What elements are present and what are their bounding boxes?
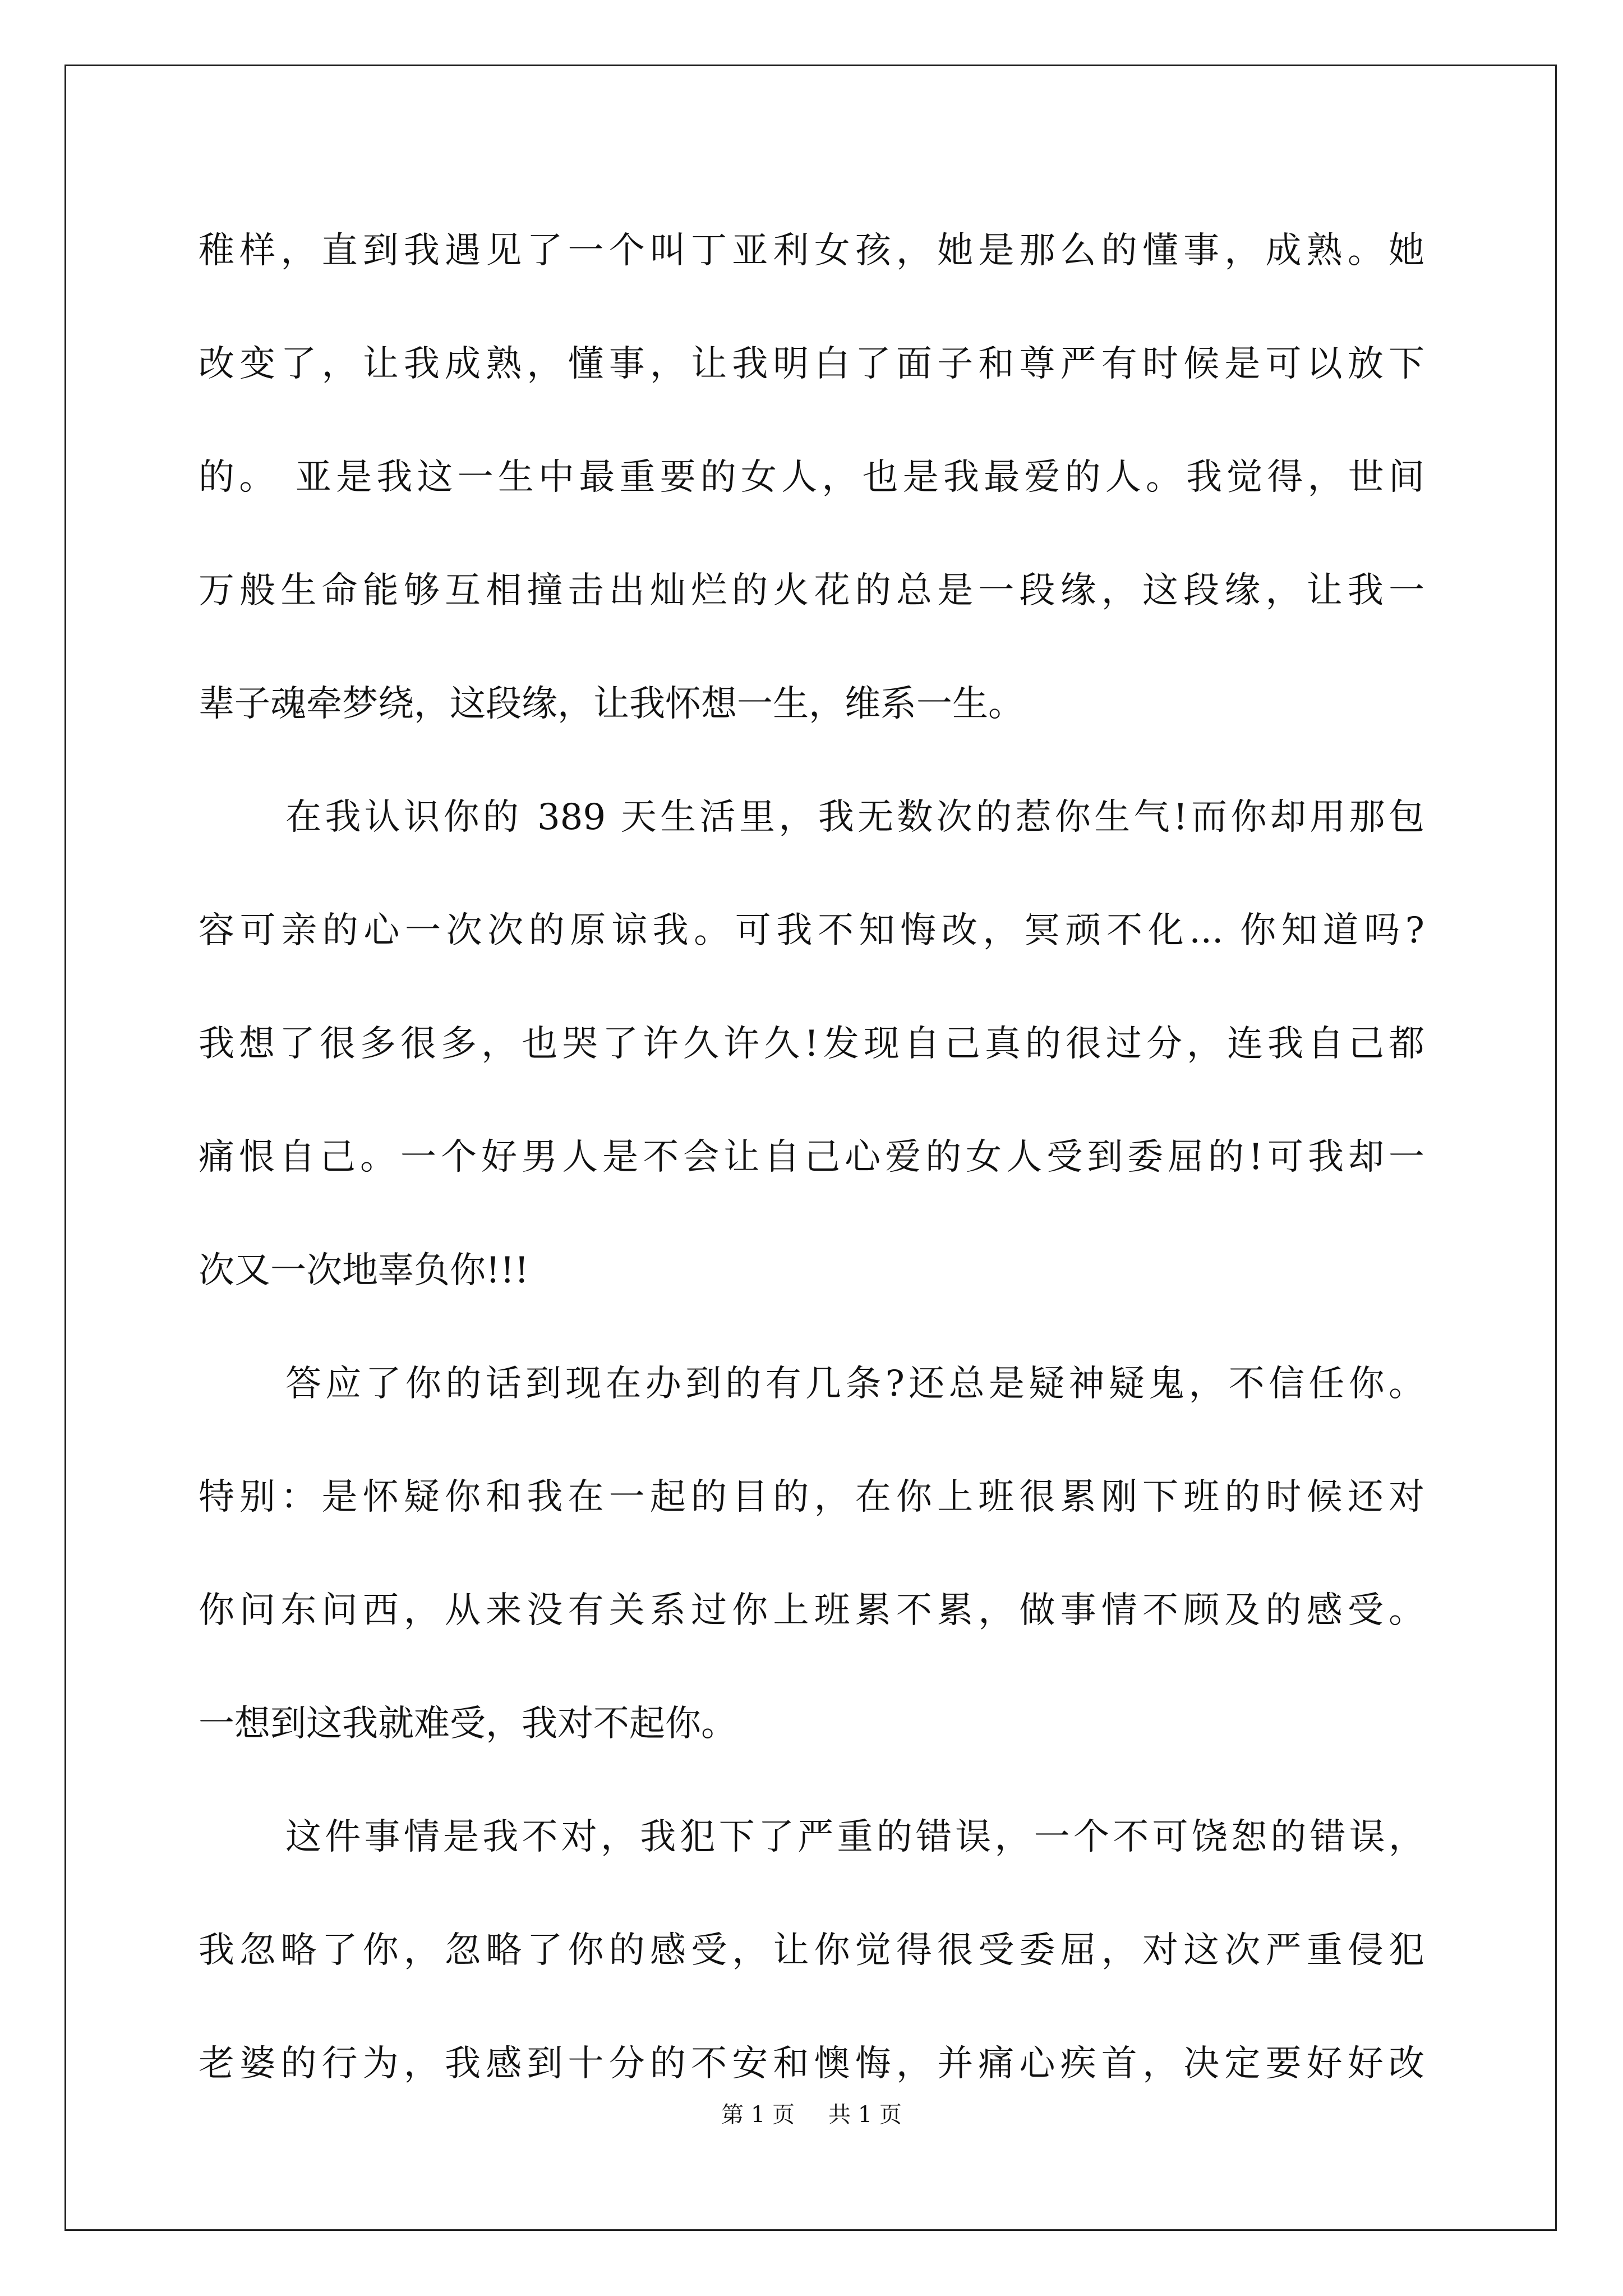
page-number: 第 1 页 bbox=[721, 2102, 795, 2128]
text-line: 改变了，让我成熟，懂事，让我明白了面子和尊严有时候是可以放下 bbox=[199, 343, 1424, 385]
text-line: 特别：是怀疑你和我在一起的目的，在你上班很累刚下班的时候还对 bbox=[199, 1476, 1424, 1518]
text-line: 容可亲的心一次次的原谅我。可我不知悔改，冥顽不化... 你知道吗? bbox=[199, 910, 1424, 951]
text-line: 稚样，直到我遇见了一个叫丁亚利女孩，她是那么的懂事，成熟。她 bbox=[199, 230, 1424, 272]
page-footer bbox=[0, 2101, 1623, 2129]
text-line: 我想了很多很多，也哭了许久许久!发现自己真的很过分，连我自己都 bbox=[199, 1023, 1424, 1065]
text-line: 辈子魂牵梦绕，这段缘，让我怀想一生，维系一生。 bbox=[199, 683, 1024, 725]
text-line: 老婆的行为，我感到十分的不安和懊悔，并痛心疾首，决定要好好改 bbox=[199, 2043, 1424, 2085]
text-line: 一想到这我就难受，我对不起你。 bbox=[199, 1703, 737, 1745]
paragraph-first-line: 在我认识你的 389 天生活里，我无数次的惹你生气!而你却用那包 bbox=[285, 797, 1424, 838]
text-line: 你问东问西，从来没有关系过你上班累不累，做事情不顾及的感受。 bbox=[199, 1590, 1424, 1631]
paragraph-first-line: 这件事情是我不对，我犯下了严重的错误，一个不可饶恕的错误， bbox=[285, 1816, 1424, 1858]
document-body bbox=[199, 209, 1424, 2135]
text-line: 的。 亚是我这一生中最重要的女人，也是我最爱的人。我觉得，世间 bbox=[199, 457, 1424, 498]
text-line: 次又一次地辜负你!!! bbox=[199, 1250, 529, 1291]
text-line: 我忽略了你，忽略了你的感受，让你觉得很受委屈，对这次严重侵犯 bbox=[199, 1930, 1424, 1971]
paragraph-first-line: 答应了你的话到现在办到的有几条?还总是疑神疑鬼，不信任你。 bbox=[285, 1363, 1424, 1405]
page-total: 共 1 页 bbox=[828, 2102, 902, 2128]
text-line: 万般生命能够互相撞击出灿烂的火花的总是一段缘，这段缘，让我一 bbox=[199, 570, 1424, 611]
text-line: 痛恨自己。一个好男人是不会让自己心爱的女人受到委屈的!可我却一 bbox=[199, 1137, 1424, 1178]
